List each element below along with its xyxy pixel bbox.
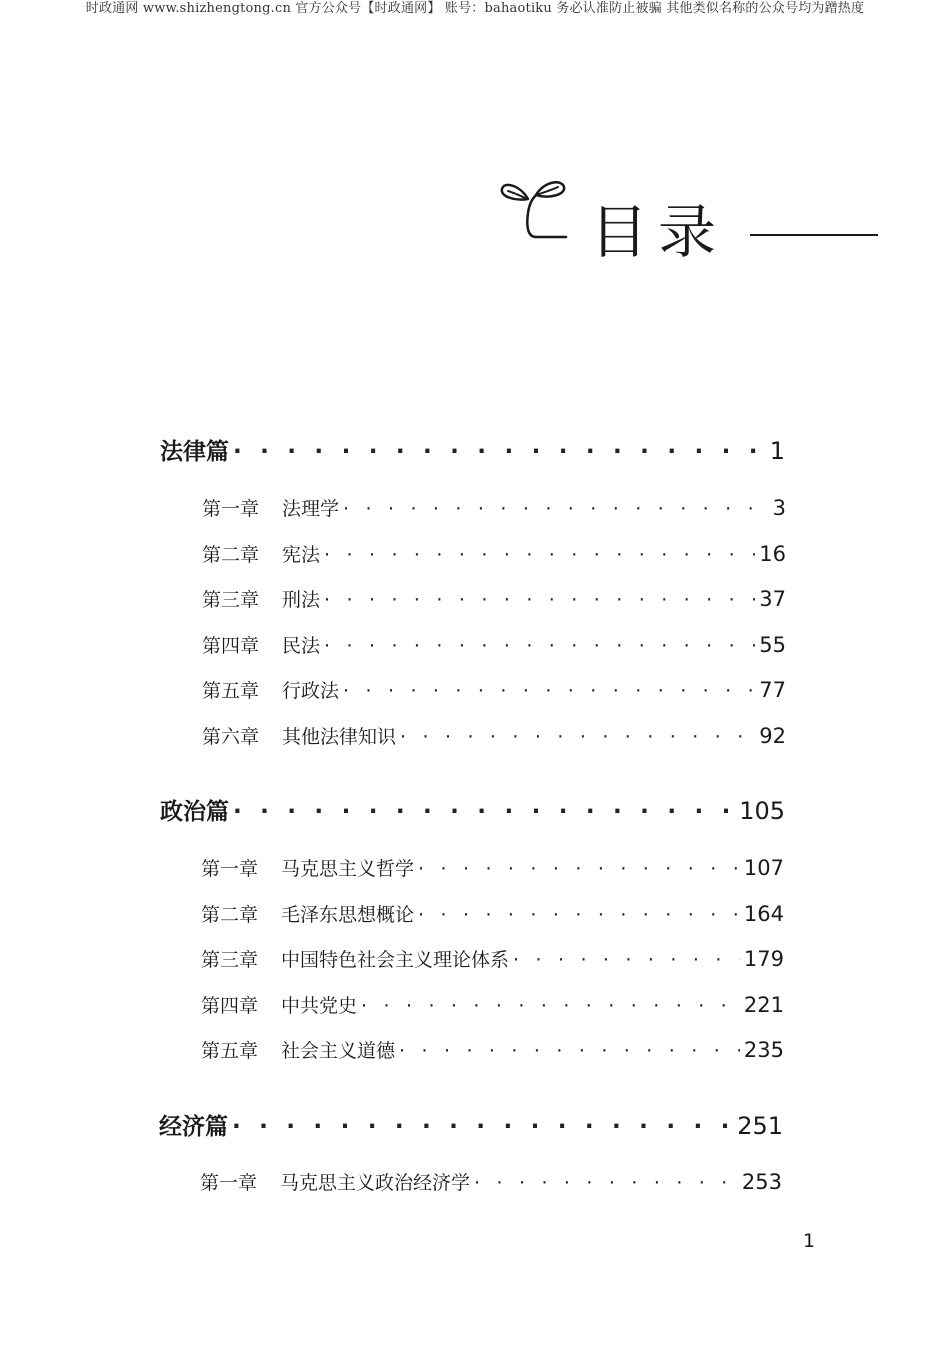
chapter-title: 刑法 xyxy=(282,589,321,611)
toc-chapter[interactable] xyxy=(202,540,786,567)
chapter-number: 第四章 xyxy=(202,635,260,657)
dot-leader xyxy=(324,589,755,611)
chapter-number: 第四章 xyxy=(201,995,259,1017)
toc-part-economics[interactable] xyxy=(159,1108,783,1141)
chapter-number: 第一章 xyxy=(200,1172,258,1194)
dot-leader xyxy=(324,635,755,657)
dot-leader xyxy=(343,680,755,702)
toc-chapter[interactable] xyxy=(202,676,786,703)
part-page-number: 1 xyxy=(769,437,785,465)
toc-chapter[interactable] xyxy=(201,945,784,972)
chapter-title: 马克思主义政治经济学 xyxy=(280,1172,471,1194)
part-label: 政治篇 xyxy=(160,799,229,825)
chapter-title: 法理学 xyxy=(282,498,340,520)
chapter-number: 第五章 xyxy=(201,1040,259,1062)
dot-leader xyxy=(232,1114,733,1140)
chapter-title: 马克思主义哲学 xyxy=(281,858,415,880)
chapter-title: 其他法律知识 xyxy=(282,726,397,748)
page-header-notice: 时政通网 www.shizhengtong.cn 官方公众号【时政通网】 账号：bahaotiku 务必认准防止被骗 其他类似名称的公众号均为蹭热度 xyxy=(85,1,865,16)
chapter-page-number: 107 xyxy=(743,856,784,880)
toc-chapter[interactable] xyxy=(202,494,786,521)
chapter-page-number: 164 xyxy=(743,902,784,926)
chapter-title: 社会主义道德 xyxy=(281,1040,396,1062)
page-number: 1 xyxy=(803,1230,816,1252)
part-page-number: 251 xyxy=(737,1112,783,1140)
part-label: 法律篇 xyxy=(160,439,229,465)
chapter-number: 第三章 xyxy=(202,589,260,611)
chapter-title: 行政法 xyxy=(282,680,340,702)
chapter-page-number: 253 xyxy=(741,1170,782,1194)
toc-chapter[interactable] xyxy=(200,1168,782,1195)
toc-chapter[interactable] xyxy=(201,1036,784,1063)
dot-leader xyxy=(418,858,740,880)
chapter-page-number: 92 xyxy=(759,724,786,748)
chapter-number: 第五章 xyxy=(202,680,260,702)
part-page-number: 105 xyxy=(739,797,785,825)
part-label: 经济篇 xyxy=(159,1114,228,1140)
dot-leader xyxy=(399,1040,740,1062)
toc-title: 目录 xyxy=(590,198,727,266)
chapter-page-number: 221 xyxy=(743,993,784,1017)
chapter-page-number: 235 xyxy=(743,1038,784,1062)
dot-leader xyxy=(233,439,766,465)
toc-chapter[interactable] xyxy=(201,854,784,881)
dot-leader xyxy=(474,1172,738,1194)
toc-chapter[interactable] xyxy=(202,631,786,658)
dot-leader xyxy=(361,995,740,1017)
chapter-title: 毛泽东思想概论 xyxy=(281,904,415,926)
chapter-title: 民法 xyxy=(282,635,321,657)
chapter-number: 第一章 xyxy=(202,498,260,520)
chapter-page-number: 3 xyxy=(772,496,786,520)
dot-leader xyxy=(400,726,755,748)
toc-part-politics[interactable] xyxy=(160,793,785,826)
dot-leader xyxy=(418,904,740,926)
chapter-page-number: 16 xyxy=(759,542,786,566)
dot-leader xyxy=(513,949,740,971)
chapter-page-number: 77 xyxy=(759,678,786,702)
toc-chapter[interactable] xyxy=(201,900,784,927)
chapter-number: 第六章 xyxy=(202,726,260,748)
toc-chapter[interactable] xyxy=(202,585,786,612)
chapter-title: 中共党史 xyxy=(281,995,358,1017)
chapter-title: 中国特色社会主义理论体系 xyxy=(281,949,510,971)
chapter-page-number: 179 xyxy=(743,947,784,971)
chapter-page-number: 37 xyxy=(759,587,786,611)
dot-leader xyxy=(233,799,735,825)
chapter-number: 第一章 xyxy=(201,858,259,880)
dot-leader xyxy=(343,498,769,520)
chapter-number: 第二章 xyxy=(202,544,260,566)
dot-leader xyxy=(324,544,755,566)
toc-chapter[interactable] xyxy=(201,991,784,1018)
chapter-number: 第二章 xyxy=(201,904,259,926)
toc-part-law[interactable] xyxy=(160,433,785,466)
toc-chapter[interactable] xyxy=(202,722,786,749)
chapter-number: 第三章 xyxy=(201,949,259,971)
chapter-page-number: 55 xyxy=(759,633,786,657)
chapter-title: 宪法 xyxy=(282,544,321,566)
